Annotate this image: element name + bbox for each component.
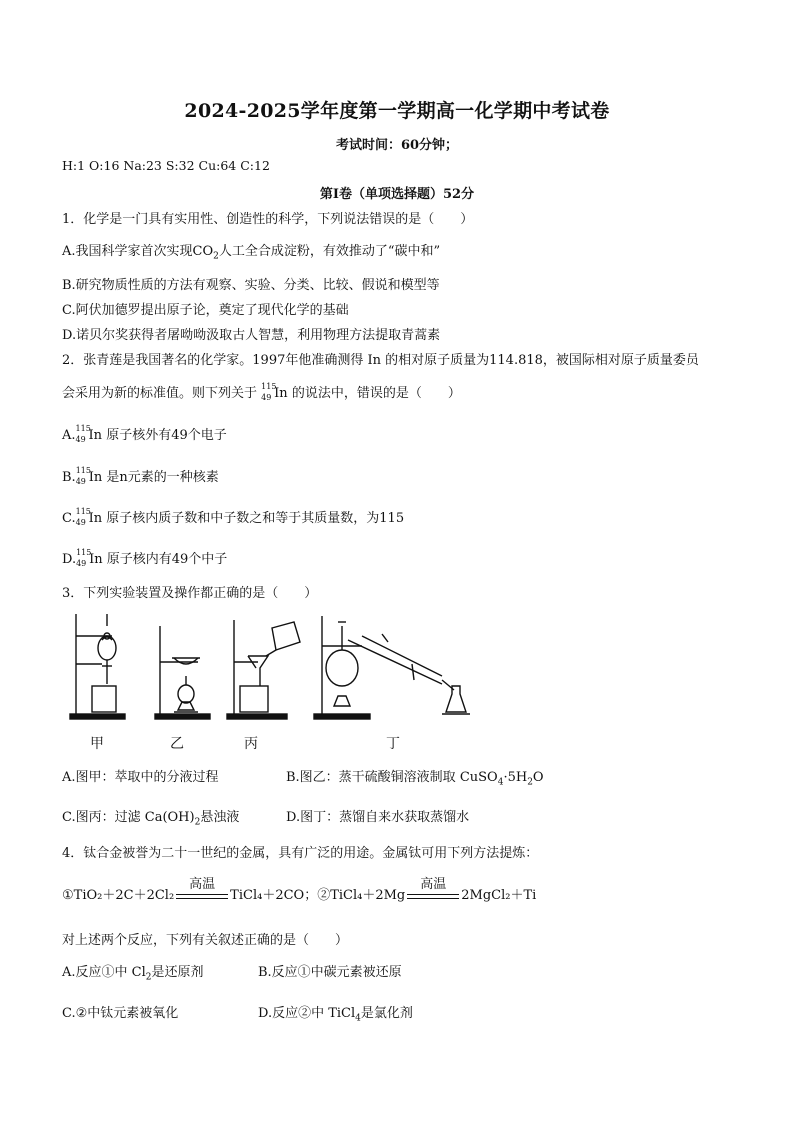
apparatus-jia [70, 614, 125, 719]
q4-option-b: B.反应①中碳元素被还原 [258, 965, 402, 980]
atomic-masses: H:1 O:16 Na:23 S:32 Cu:64 C:12 [62, 158, 270, 173]
apparatus-figure [62, 606, 472, 726]
equation-2-left: ②TiCl₄＋2Mg [317, 888, 406, 903]
q1-option-b: B.研究物质性质的方法有观察、实验、分类、比较、假说和模型等 [62, 278, 440, 293]
reaction-condition-1: 高温 [174, 889, 230, 903]
q2-option-b: B. 115 49 In 是n元素的一种核素 [62, 466, 219, 486]
q4-option-a: A.反应①中 $Cl_2$是还原剂 [62, 965, 204, 983]
equation-2-right: 2MgCl₂＋Ti [461, 888, 537, 903]
figure-label-jia: 甲 [90, 736, 104, 752]
figure-label-yi: 乙 [170, 736, 184, 752]
q2-stem-line1: 2．张青莲是我国著名的化学家。1997年他准确测得 In 的相对原子质量为114.818，被国际相对原子质量委员 [62, 353, 699, 368]
reaction-condition-2: 高温 [405, 889, 461, 903]
figure-label-ding: 丁 [386, 736, 400, 752]
q3-option-b: B.图乙：蒸干硫酸铜溶液制取 $CuSO_4\cdot 5H_2O$ [286, 770, 544, 788]
exam-time: 考试时间：60分钟； [335, 138, 459, 153]
figure-label-bing: 丙 [244, 736, 258, 752]
q3-option-d: D.图丁：蒸馏自来水获取蒸馏水 [286, 810, 470, 825]
q1-stem: 1．化学是一门具有实用性、创造性的科学，下列说法错误的是（ ） [62, 212, 474, 227]
q3-stem: 3．下列实验装置及操作都正确的是（ ） [62, 586, 318, 601]
q1-option-a: A.我国科学家首次实现$CO_2$人工全合成淀粉，有效推动了“碳中和” [62, 244, 441, 262]
apparatus-yi [155, 626, 210, 719]
q3-option-a: A.图甲：萃取中的分液过程 [62, 770, 219, 785]
page-title: 2024-2025学年度第一学期高一化学期中考试卷 [184, 100, 610, 122]
apparatus-bing [227, 620, 300, 719]
equation-1-left: ①TiO₂＋2C＋2Cl₂ [62, 888, 175, 903]
q4-option-c: C.②中钛元素被氧化 [62, 1006, 179, 1021]
q2-option-c: C. 115 49 In 原子核内质子数和中子数之和等于其质量数，为115 [62, 507, 405, 527]
q4-question: 对上述两个反应，下列有关叙述正确的是（ ） [62, 933, 349, 948]
q4-stem: 4．钛合金被誉为二十一世纪的金属，具有广泛的用途。金属钛可用下列方法提炼： [62, 846, 539, 861]
q3-option-c: C.图丙：过滤 $Ca(OH)_2$悬浊液 [62, 810, 240, 828]
q4-equations [62, 876, 537, 903]
q2-option-d: D. 115 49 In 原子核内有49个中子 [62, 548, 228, 568]
q1-option-d: D.诺贝尔奖获得者屠呦呦汲取古人智慧，利用物理方法提取青蒿素 [62, 328, 441, 343]
q1-option-c: C.阿伏加德罗提出原子论，奠定了现代化学的基础 [62, 303, 349, 318]
equation-1-right: TiCl₄＋2CO； [230, 888, 318, 903]
q2-option-a: A. 115 49 In 原子核外有49个电子 [62, 424, 227, 444]
q2-stem-line2: 会采用为新的标准值。则下列关于 115 49 In 的说法中，错误的是（ ） [62, 382, 461, 402]
section-title: 第Ⅰ卷（单项选择题）52分 [319, 187, 475, 202]
q4-option-d: D.反应②中 TiCl$_4$是氯化剂 [258, 1006, 413, 1024]
apparatus-ding [314, 616, 470, 719]
nuclide-symbol: 115 49 [261, 382, 277, 402]
